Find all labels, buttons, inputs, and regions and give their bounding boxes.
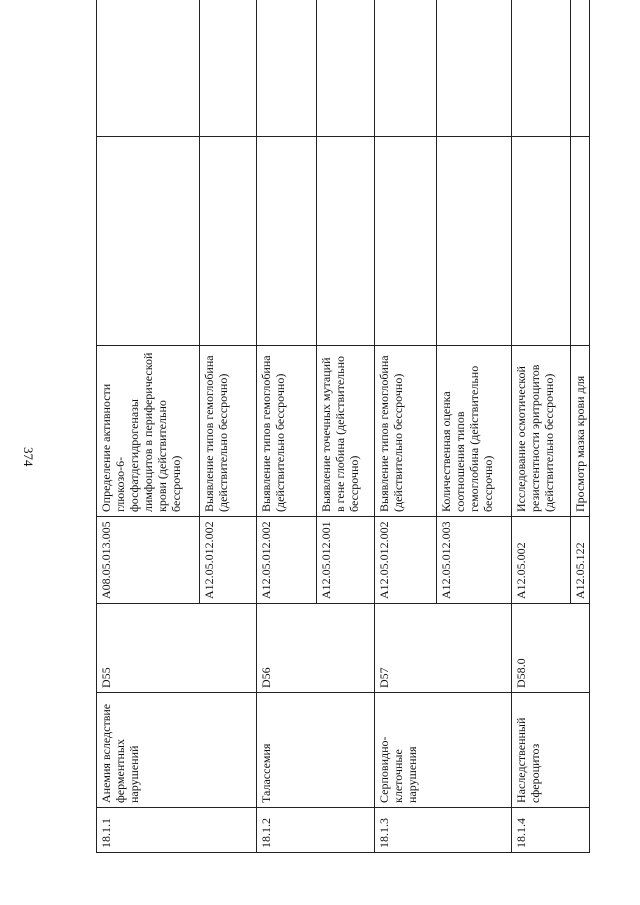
table-row [512,0,571,853]
rotated-table-container [96,33,587,853]
service-code-cell: A12.05.002 [512,517,571,604]
empty-cell [317,137,375,346]
row-number-cell: 18.1.2 [257,808,375,853]
disease-name-cell: Наследственный сфероцитоз [512,693,590,808]
empty-cell [317,0,375,137]
empty-cell [200,0,257,137]
empty-cell [375,0,437,137]
disease-name-cell: Анемия вследствие ферментных нарушений [97,693,257,808]
table-row [257,0,317,853]
disease-name-cell: Серповидно-клеточные нарушения [375,693,512,808]
service-name-cell: Просмотр мазка крови для [571,346,590,517]
empty-cell [512,137,571,346]
empty-cell [200,137,257,346]
service-code-cell: A12.05.012.002 [375,517,437,604]
service-code-cell: A12.05.012.002 [200,517,257,604]
row-number-cell: 18.1.4 [512,808,590,853]
row-number-cell: 18.1.3 [375,808,512,853]
empty-cell [437,137,512,346]
page-number: 374 [21,447,36,467]
empty-cell [257,0,317,137]
empty-cell [512,0,571,137]
disease-name-cell: Талассемия [257,693,375,808]
service-code-cell: A12.05.012.001 [317,517,375,604]
service-name-cell: Выявление типов гемоглобина (действительно бессрочно) [200,346,257,517]
mkb-code-cell: D55 [97,604,257,693]
row-number-cell: 18.1.1 [97,808,257,853]
service-code-cell: A12.05.122 [571,517,590,604]
service-code-cell: A12.05.012.003 [437,517,512,604]
empty-cell [437,0,512,137]
mkb-code-cell: D56 [257,604,375,693]
service-code-cell: A12.05.012.002 [257,517,317,604]
service-name-cell: Выявление точечных мутаций в гене глобина (действительно бессрочно) [317,346,375,517]
service-code-cell: A08.05.013.005 [97,517,200,604]
empty-cell [571,0,590,137]
service-name-cell: Исследование осмотической резистентности эритроцитов (действительно бессрочно) [512,346,571,517]
empty-cell [375,137,437,346]
service-name-cell: Количественная оценка соотношения типов гемоглобина (действительно бессрочно) [437,346,512,517]
service-name-cell: Выявление типов гемоглобина (действительно бессрочно) [257,346,317,517]
table-row [97,0,200,853]
empty-cell [97,0,200,137]
empty-cell [97,137,200,346]
mkb-code-cell: D58.0 [512,604,590,693]
disease-table [96,0,590,853]
empty-cell [571,137,590,346]
table-row [375,0,437,853]
mkb-code-cell: D57 [375,604,512,693]
empty-cell [257,137,317,346]
service-name-cell: Выявление типов гемоглобина (действительно бессрочно) [375,346,437,517]
service-name-cell: Определение активности глюкозо-6-фосфатдегидрогеназы лимфоцитов в периферической крови (действительно бессрочно) [97,346,200,517]
